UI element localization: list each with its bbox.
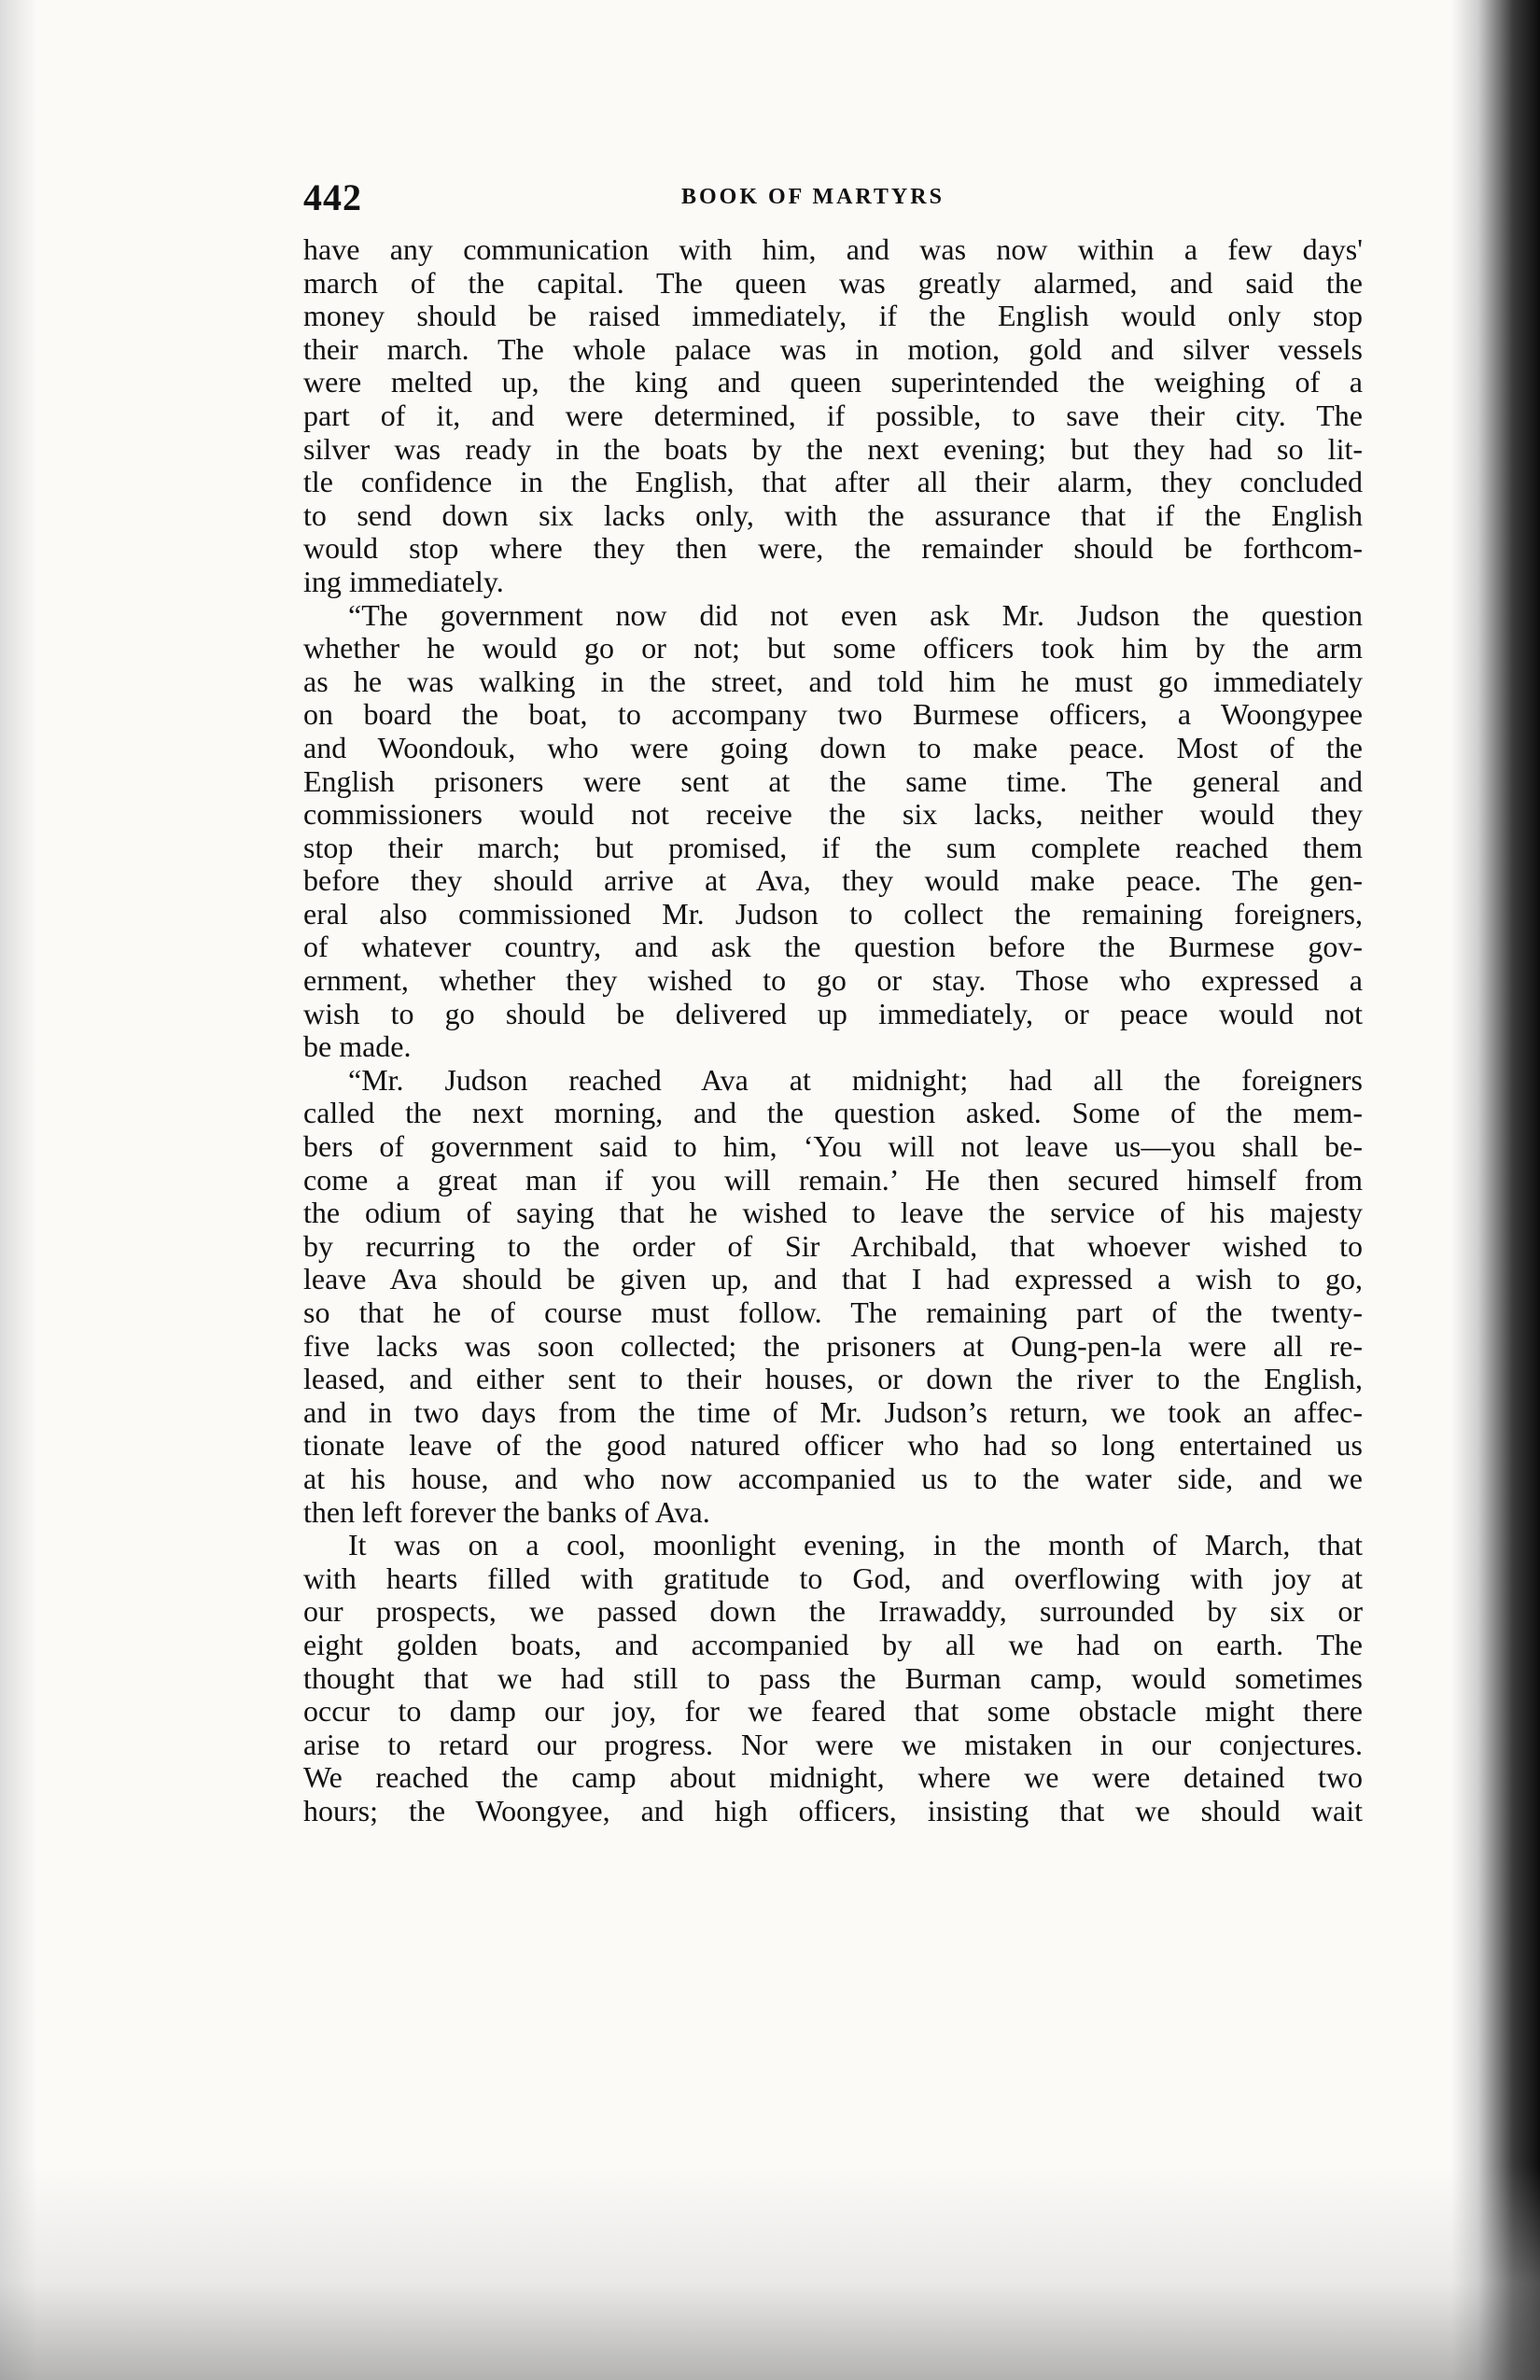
running-title: BOOK OF MARTYRS	[681, 185, 945, 209]
text-line: tionate leave of the good natured officer who had so long entertained us	[303, 1428, 1363, 1463]
text-line: eight golden boats, and accompanied by all we had on earth. The	[303, 1627, 1363, 1661]
body-text	[303, 233, 1363, 1828]
text-line: commissioners would not receive the six lacks, neither would they	[303, 797, 1363, 832]
text-line: with hearts filled with gratitude to God, and overflowing with joy at	[303, 1561, 1363, 1595]
text-line: bers of government said to him, ‘You will not leave us—you shall be-	[303, 1129, 1363, 1164]
text-line: our prospects, we passed down the Irrawaddy, surrounded by six or	[303, 1594, 1363, 1629]
text-line: be made.	[303, 1029, 412, 1064]
text-line: stop their march; but promised, if the sum complete reached them	[303, 830, 1363, 864]
text-line: ing immediately.	[303, 564, 504, 598]
text-line: English prisoners were sent at the same time. The general and	[303, 763, 1363, 798]
text-line: leased, and either sent to their houses, or down the river to the English,	[303, 1362, 1363, 1396]
text-line: five lacks was soon collected; the prisoners at Oung-pen-la were all re-	[303, 1328, 1363, 1363]
text-line: wish to go should be delivered up immediately, or peace would not	[303, 996, 1363, 1030]
text-line: whether he would go or not; but some officers took him by the arm	[303, 631, 1363, 665]
text-line: so that he of course must follow. The remaining part of the twenty-	[303, 1295, 1363, 1329]
text-line: thought that we had still to pass the Burman camp, would sometimes	[303, 1660, 1363, 1695]
text-line: by recurring to the order of Sir Archibald, that whoever wished to	[303, 1228, 1363, 1263]
running-head	[303, 175, 1363, 222]
text-line: to send down six lacks only, with the assurance that if the English	[303, 497, 1363, 532]
text-line: money should be raised immediately, if the English would only stop	[303, 299, 1363, 333]
text-line: arise to retard our progress. Nor were we mistaken in our conjectures.	[303, 1727, 1363, 1761]
page-bottom-shadow	[0, 2165, 1540, 2380]
text-line: and in two days from the time of Mr. Judson’s return, we took an affec-	[303, 1394, 1363, 1429]
text-line: on board the boat, to accompany two Burmese officers, a Woongypee	[303, 697, 1363, 732]
text-line: We reached the camp about midnight, where we were detained two	[303, 1760, 1363, 1795]
text-line: come a great man if you will remain.’ He then secured himself from	[303, 1162, 1363, 1197]
text-line: tle confidence in the English, that after all their alarm, they concluded	[303, 465, 1363, 499]
text-line: at his house, and who now accompanied us to the water side, and we	[303, 1461, 1363, 1495]
text-line: occur to damp our joy, for we feared that some obstacle might there	[303, 1694, 1363, 1729]
text-line: part of it, and were determined, if possible, to save their city. The	[303, 398, 1363, 432]
text-line: “Mr. Judson reached Ava at midnight; had all the foreigners	[348, 1062, 1363, 1097]
text-line: ernment, whether they wished to go or stay. Those who expressed a	[303, 963, 1363, 998]
text-line: were melted up, the king and queen superintended the weighing of a	[303, 365, 1363, 399]
text-line: then left forever the banks of Ava.	[303, 1494, 710, 1529]
text-line: march of the capital. The queen was greatly alarmed, and said the	[303, 265, 1363, 300]
text-line: of whatever country, and ask the question before the Burmese gov-	[303, 930, 1363, 964]
text-line: and Woondouk, who were going down to make peace. Most of the	[303, 730, 1363, 764]
text-line: before they should arrive at Ava, they would make peace. The gen-	[303, 863, 1363, 898]
text-line: their march. The whole palace was in motion, gold and silver vessels	[303, 331, 1363, 366]
text-line: It was on a cool, moonlight evening, in the month of March, that	[348, 1528, 1363, 1562]
text-line: the odium of saying that he wished to leave the service of his majesty	[303, 1196, 1363, 1230]
text-line: silver was ready in the boats by the next evening; but they had so lit-	[303, 431, 1363, 466]
text-line: eral also commissioned Mr. Judson to collect the remaining foreigners,	[303, 896, 1363, 931]
text-line: have any communication with him, and was now within a few days'	[303, 232, 1363, 266]
text-line: called the next morning, and the question asked. Some of the mem-	[303, 1096, 1363, 1130]
page-right-edge	[1451, 0, 1540, 2380]
text-line: hours; the Woongyee, and high officers, insisting that we should wait	[303, 1793, 1363, 1827]
text-line: would stop where they then were, the remainder should be forthcom-	[303, 531, 1363, 566]
text-line: “The government now did not even ask Mr. Judson the question	[348, 597, 1363, 632]
page-number: 442	[303, 176, 362, 218]
page-left-shadow	[0, 0, 37, 2380]
text-line: as he was walking in the street, and told him he must go immediately	[303, 664, 1363, 698]
text-line: leave Ava should be given up, and that I had expressed a wish to go,	[303, 1262, 1363, 1296]
